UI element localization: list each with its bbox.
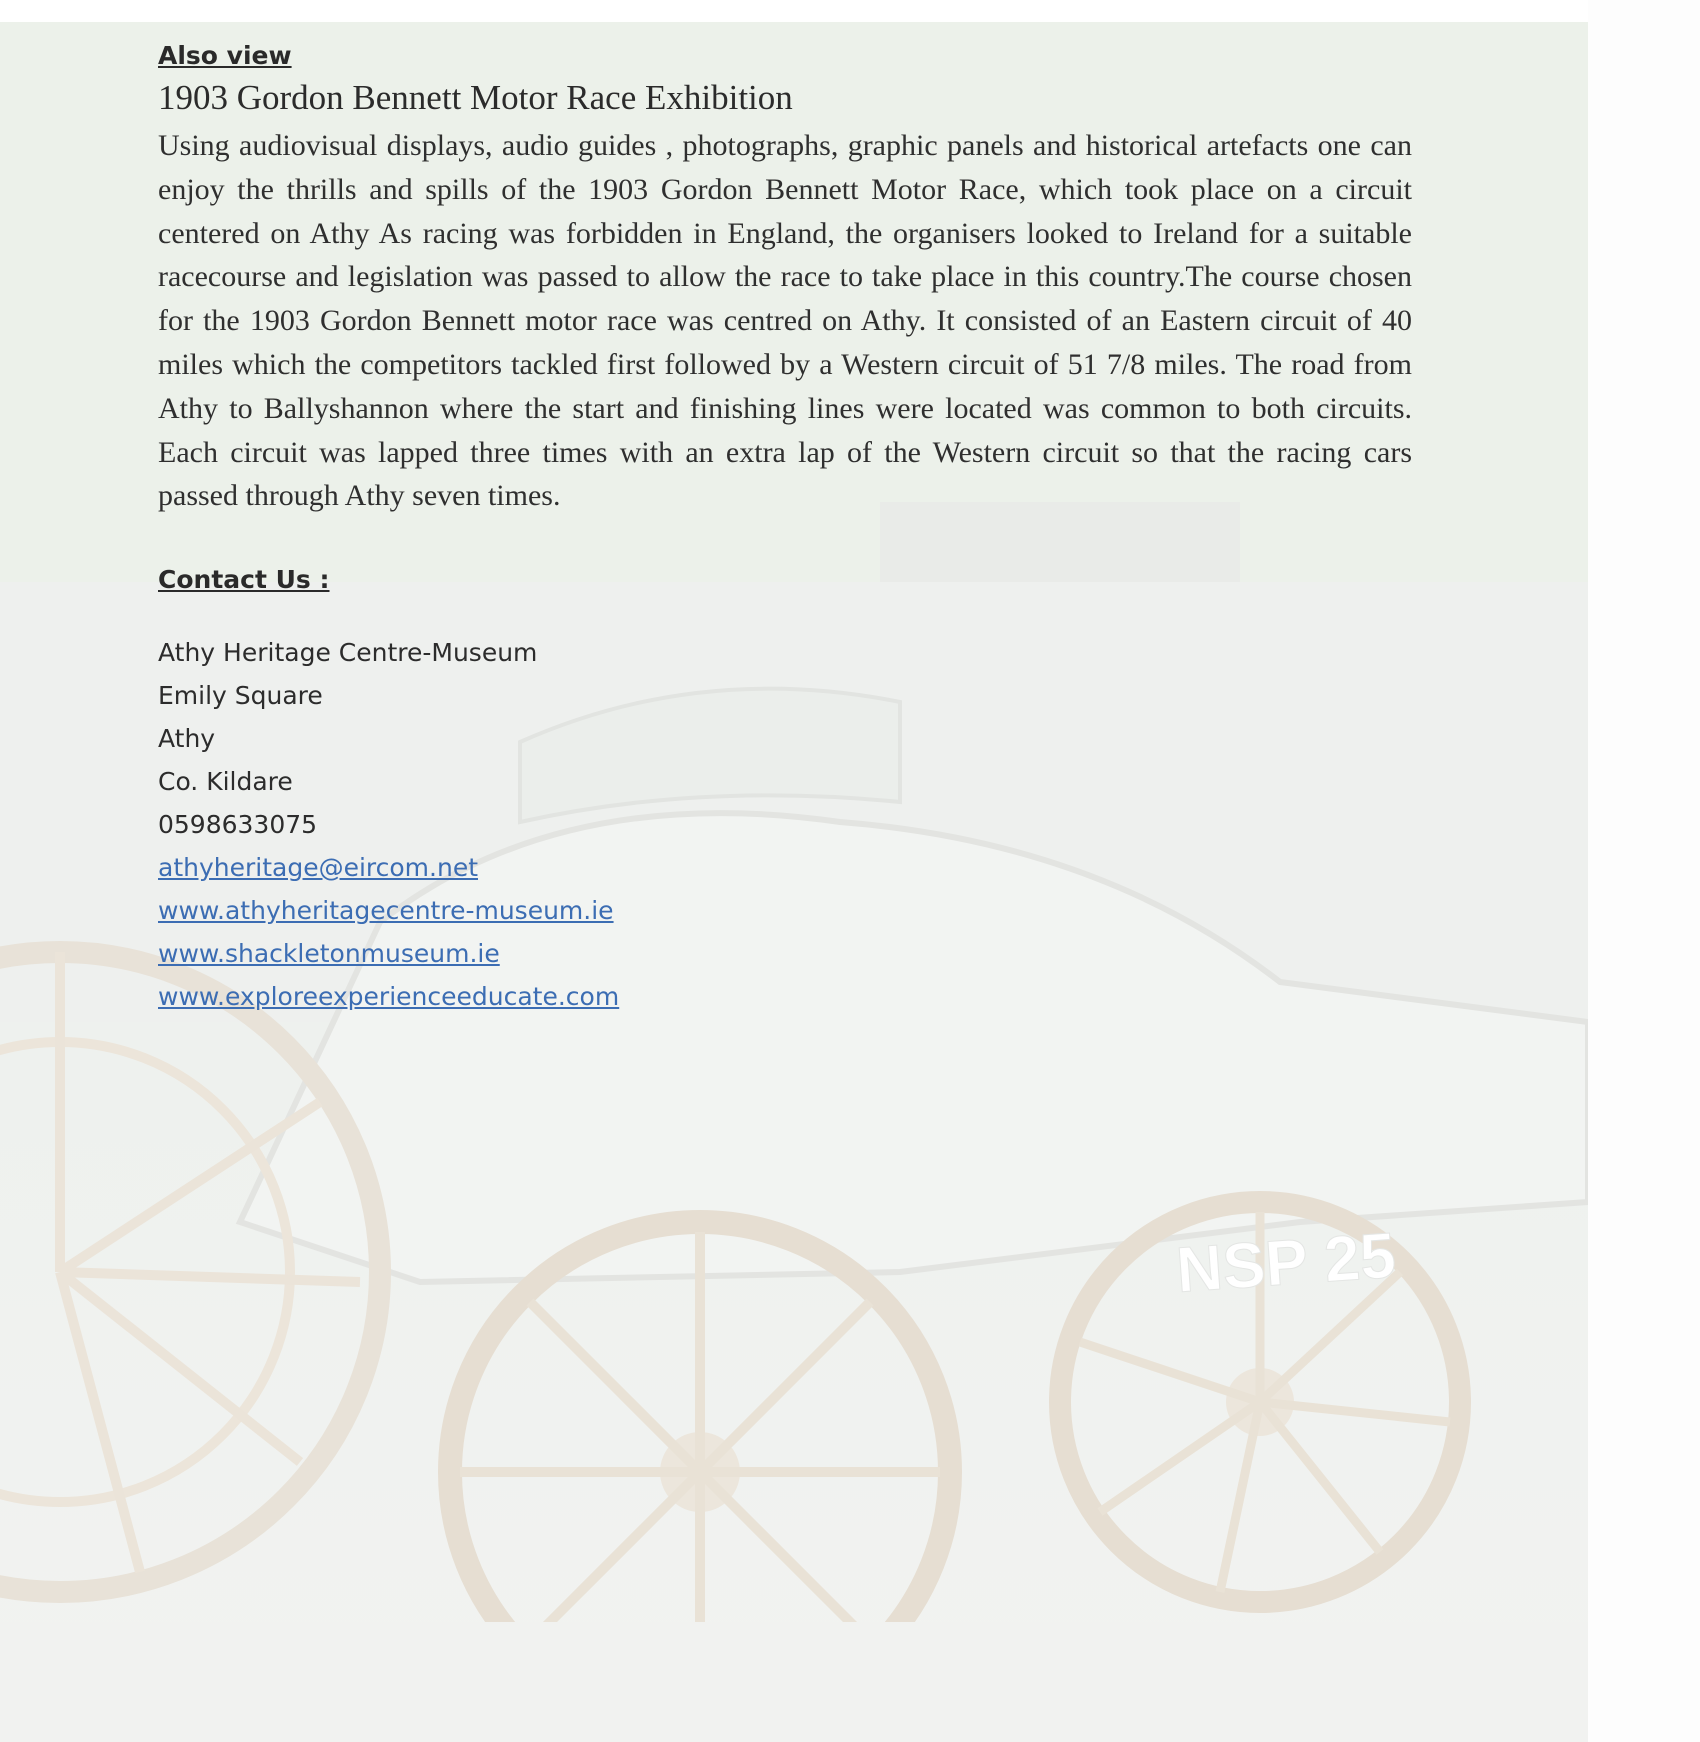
exhibition-title: 1903 Gordon Bennett Motor Race Exhibition	[158, 78, 793, 117]
also-view-heading: Also view	[158, 41, 292, 70]
website-item	[158, 932, 1412, 975]
contact-phone: 0598633075	[158, 810, 318, 840]
contact-county: Co. Kildare	[158, 767, 293, 797]
exhibition-description: Using audiovisual displays, audio guides , photographs, graphic panels and historical artefacts one can enjoy the thrills and spills of the 1903 Gordon Bennett Motor Race, which took place on a circuit centered on Athy As racing was forbidden in England, the organisers looked to Ireland for a suitable racecourse and legislation was passed to allow the race to take place in this country.The course chosen for the 1903 Gordon Bennett motor race was centred on Athy. It consisted of an Eastern circuit of 40 miles which the competitors tackled first followed by a Western circuit of 51 7/8 miles. The road from Athy to Ballyshannon where the start and finishing lines were located was common to both circuits. Each circuit was lapped three times with an extra lap of the Western circuit so that the racing cars passed through Athy seven times.	[158, 129, 1412, 513]
contact-email-link[interactable]: athyheritage@eircom.net	[158, 853, 479, 883]
website-link-shackleton[interactable]: www.shackletonmuseum.ie	[158, 939, 500, 969]
licence-plate-text: NSP 25	[1173, 1218, 1398, 1306]
contact-street: Emily Square	[158, 681, 323, 711]
page-right-margin	[1588, 0, 1700, 1742]
contact-heading: Contact Us :	[158, 565, 330, 595]
website-link-explore[interactable]: www.exploreexperienceeducate.com	[158, 982, 620, 1012]
page-top-margin	[0, 0, 1588, 22]
contact-organisation-name: Athy Heritage Centre-Museum	[158, 638, 538, 668]
contact-town: Athy	[158, 724, 216, 754]
website-link-athy-heritage[interactable]: www.athyheritagecentre-museum.ie	[158, 896, 614, 926]
website-item	[158, 975, 1412, 1018]
contact-details	[158, 631, 1412, 1018]
contact-email-item	[158, 846, 1412, 889]
main-content	[158, 38, 1412, 1018]
website-item	[158, 889, 1412, 932]
